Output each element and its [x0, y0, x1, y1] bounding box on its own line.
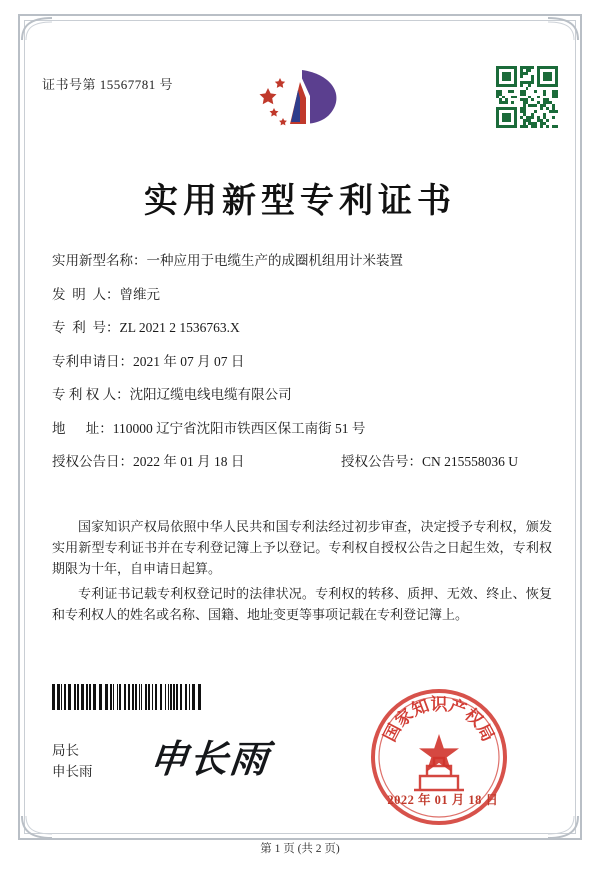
field-label-grant-number: 授权公告号：: [341, 454, 422, 469]
field-row-application-date: [52, 353, 552, 371]
corner-ornament-top-right: [546, 16, 580, 42]
field-label: 实用新型名称：: [52, 253, 147, 268]
field-label: 专利申请日：: [52, 353, 133, 369]
field-value: 沈阳辽缆电线电缆有限公司: [129, 387, 292, 402]
director-name-label: 申长雨: [52, 764, 93, 779]
field-row-grant: [52, 453, 552, 471]
field-label: 地 址：: [52, 420, 113, 436]
legal-paragraph-2: 专利证书记载专利权登记时的法律状况。专利权的转移、质押、无效、终止、恢复和专利权人的姓名或名称、国籍、地址变更等事项记载在专利登记簿上。: [52, 586, 552, 622]
signature-labels: [52, 740, 93, 782]
certificate-fields: [52, 252, 552, 487]
field-label-grant-date: 授权公告日：: [52, 454, 133, 469]
barcode: [52, 684, 202, 710]
qr-code: [496, 66, 558, 128]
field-value: 一种应用于电缆生产的成圈机组用计米装置: [146, 253, 403, 268]
seal-date: 2022 年 01 月 18 日: [387, 793, 499, 807]
legal-text: [52, 516, 552, 629]
field-value: 曾维元: [119, 286, 160, 302]
cnipa-logo-icon: [250, 62, 350, 136]
field-value-grant-number: CN 215558036 U: [422, 454, 519, 469]
field-value: ZL 2021 2 1536763.X: [119, 320, 240, 335]
field-row-name: [52, 252, 552, 270]
page-title: 实用新型专利证书: [144, 181, 456, 221]
field-label: 专 利 号：: [52, 320, 120, 335]
field-row-patent-number: [52, 319, 552, 337]
corner-ornament-bottom-right: [546, 814, 580, 840]
legal-paragraph-1: 国家知识产权局依照中华人民共和国专利法经过初步审查，决定授予专利权，颁发实用新型专利证书并在专利登记簿上予以登记。专利权自授权公告之日起生效，专利权期限为十年，自申请日起算。: [52, 519, 552, 576]
field-label: 专 利 权 人：: [52, 387, 130, 402]
corner-ornament-top-left: [20, 16, 54, 42]
corner-ornament-bottom-left: [20, 814, 54, 840]
certificate-number: 证书号第 15567781 号: [42, 77, 174, 92]
field-value-grant-date: 2022 年 01 月 18 日: [133, 454, 245, 469]
handwritten-signature: 申长雨: [147, 736, 273, 781]
page-footer: 第 1 页 (共 2 页): [260, 843, 340, 855]
director-title-label: 局长: [52, 743, 79, 758]
field-value: 2021 年 07 月 07 日: [133, 353, 245, 369]
field-row-address: [52, 420, 552, 438]
field-label: 发 明 人：: [52, 286, 120, 302]
field-value: 110000 辽宁省沈阳市铁西区保工南街 51 号: [112, 420, 366, 436]
field-row-patentee: [52, 386, 552, 404]
svg-text:国家知识产权局: 国家知识产权局: [380, 695, 498, 746]
field-row-inventor: [52, 286, 552, 304]
